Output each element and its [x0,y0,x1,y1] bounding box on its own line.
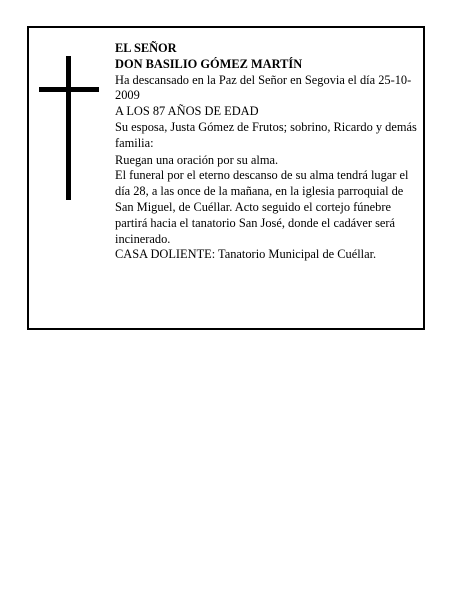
death-notice: Ha descansado en la Paz del Señor en Segovia el día 25-10-2009 [115,72,412,103]
family-line: Su esposa, Justa Gómez de Frutos; sobrino, Ricardo y demás familia: [115,119,417,150]
cross-horizontal-bar [39,87,99,92]
deceased-name: DON BASILIO GÓMEZ MARTÍN [115,56,303,71]
cross-icon [39,56,99,200]
notice-text [115,41,421,263]
casa-doliente: CASA DOLIENTE: Tanatorio Municipal de Cuéllar. [115,247,377,262]
notice-heading: EL SEÑOR [115,41,177,55]
prayer-line: Ruegan una oración por su alma. [115,152,279,167]
funeral-details: El funeral por el eterno descanso de su alma tendrá lugar el día 28, a las once de la mañana, en la iglesia parroquial de San Miguel, de Cuéllar. Acto seguido el cortejo fúnebre partirá hacia el tanatorio San José, donde el cadáver será incinerado. [115,168,409,246]
age-line: A LOS 87 AÑOS DE EDAD [115,104,259,119]
cross-vertical-bar [66,56,71,200]
obituary-notice [27,26,425,330]
